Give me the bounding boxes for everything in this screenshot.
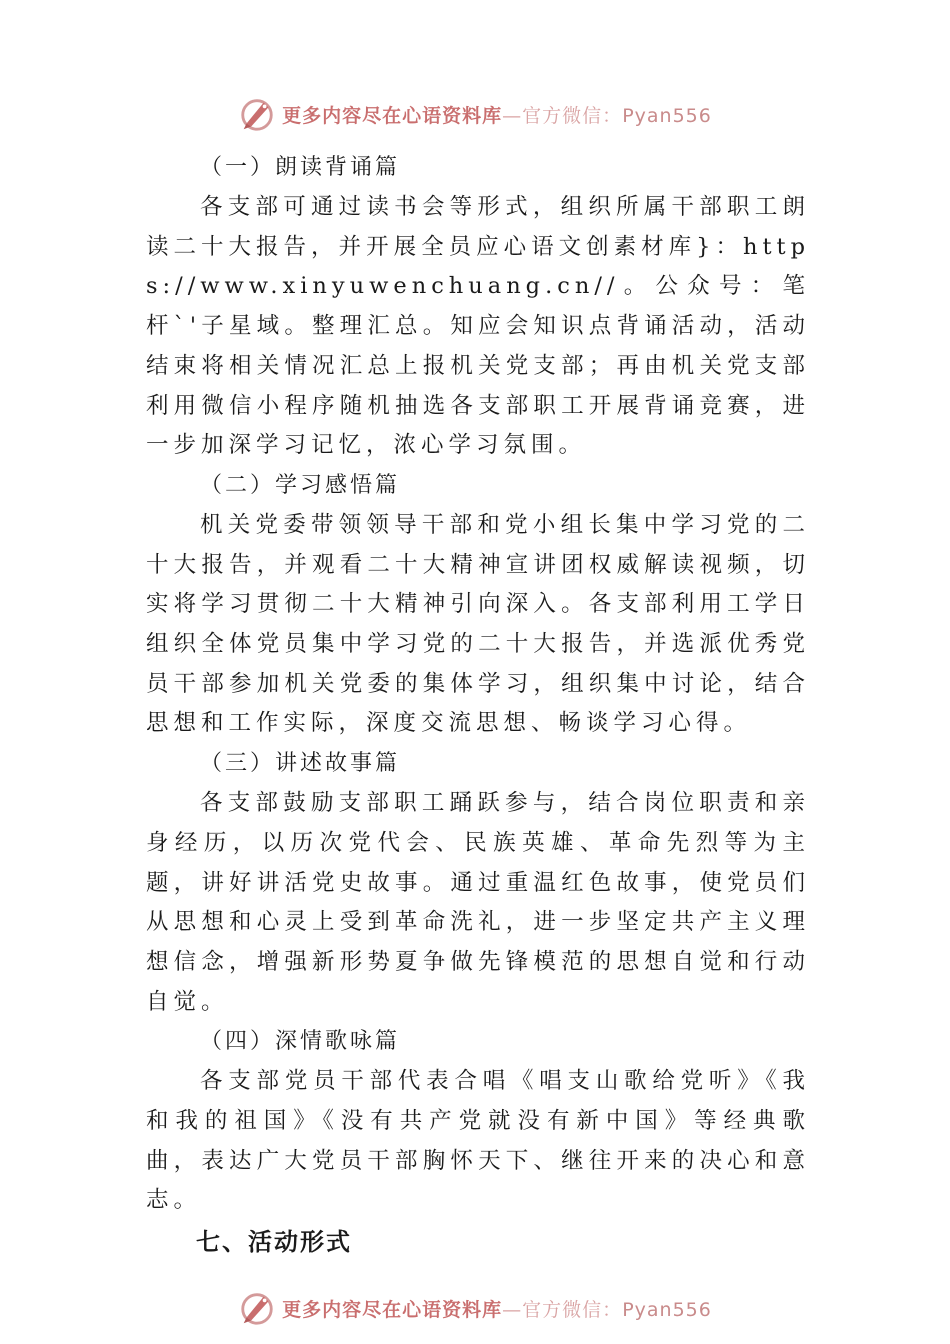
footer-watermark-banner bbox=[0, 1288, 950, 1328]
subheading-3: （三）讲述故事篇 bbox=[200, 751, 401, 777]
header-watermark-banner bbox=[0, 94, 950, 134]
section-title: 七、活动形式 bbox=[196, 1228, 352, 1257]
document-body bbox=[146, 148, 810, 1263]
subheading-4: （四）深情歌咏篇 bbox=[200, 1029, 401, 1055]
paragraph-3: 各支部鼓励支部职工踊跃参与，结合岗位职责和亲身经历，以历次党代会、民族英雄、革命先烈等为主题，讲好讲活党史故事。通过重温红色故事，使党员们从思想和心灵上受到革命洗礼，进一步坚定共产主义理想信念，增强新形势夏争做先锋模范的思想自觉和行动自觉。 bbox=[146, 790, 810, 1015]
banner-text: 更多内容尽在心语资料库—官方微信：Pyan556 bbox=[282, 1298, 712, 1321]
pen-nib-logo-icon bbox=[238, 95, 276, 133]
banner-text: 更多内容尽在心语资料库—官方微信：Pyan556 bbox=[282, 104, 712, 127]
subheading-2: （二）学习感悟篇 bbox=[200, 472, 401, 498]
paragraph-4: 各支部党员干部代表合唱《唱支山歌给党听》《我和我的祖国》《没有共产党就没有新中国》等经典歌曲，表达广大党员干部胸怀天下、继往开来的决心和意志。 bbox=[146, 1068, 810, 1214]
paragraph-1: 各支部可通过读书会等形式，组织所属干部职工朗读二十大报告，并开展全员应心语文创素材库}：https://www.xinyuwenchuang.cn//。公众号：笔杆`'子星域。整理汇总。知应会知识点背诵活动，活动结束将相关情况汇总上报机关党支部；再由机关党支部利用微信小程序随机抽选各支部职工开展背诵竞赛，进一步加深学习记忆，浓心学习氛围。 bbox=[146, 194, 810, 459]
subheading-1: （一）朗读背诵篇 bbox=[200, 155, 401, 180]
paragraph-2: 机关党委带领领导干部和党小组长集中学习党的二十大报告，并观看二十大精神宣讲团权威解读视频，切实将学习贯彻二十大精神引向深入。各支部利用工学日组织全体党员集中学习党的二十大报告，并选派优秀党员干部参加机关党委的集体学习，组织集中讨论，结合思想和工作实际，深度交流思想、畅谈学习心得。 bbox=[146, 511, 810, 737]
pen-nib-logo-icon bbox=[238, 1289, 276, 1327]
